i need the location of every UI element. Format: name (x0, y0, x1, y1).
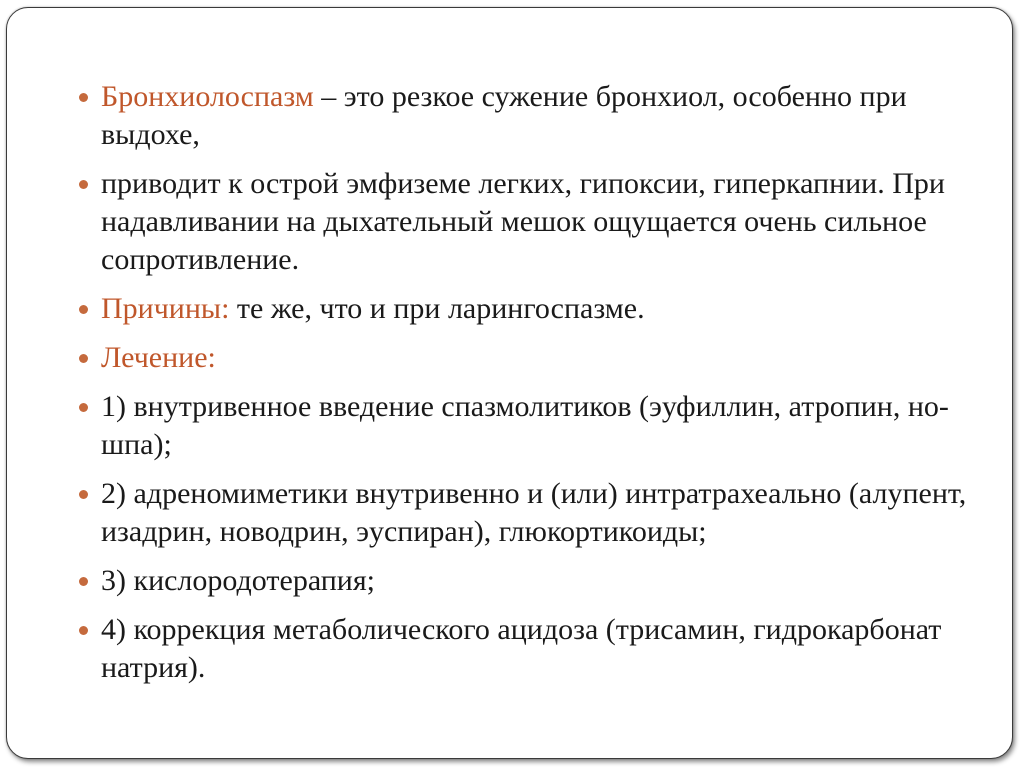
bullet-item-treatment-2 (101, 475, 981, 551)
bullet-item-treatment-3 (101, 562, 981, 600)
bullet-dot-icon (79, 403, 88, 412)
bullet-item-treatment (101, 339, 981, 377)
bullet-text: 1) внутривенное введение спазмолитиков (эуфиллин, атропин, но-шпа); (101, 390, 949, 461)
bullet-item-causes (101, 290, 981, 328)
bullet-dot-icon (79, 180, 88, 189)
bullet-text: – это резкое сужение бронхиол, особенно при выдохе, (101, 80, 907, 151)
bullet-dot-icon (79, 305, 88, 314)
slide-frame (6, 7, 1013, 759)
bullet-text: приводит к острой эмфиземе легких, гипоксии, гиперкапнии. При надавливании на дыхательный мешок ощущается очень сильное сопротивление. (101, 167, 945, 276)
bullet-dot-icon (79, 490, 88, 499)
bullet-dot-icon (79, 577, 88, 586)
bullet-item-bronchiolospasm (101, 78, 981, 154)
bullet-list (101, 78, 981, 698)
bullet-text: 4) коррекция метаболического ацидоза (трисамин, гидрокарбонат натрия). (101, 613, 942, 684)
bullet-dot-icon (79, 93, 88, 102)
bullet-text: 3) кислородотерапия; (101, 564, 375, 597)
bullet-dot-icon (79, 626, 88, 635)
bullet-item-consequences (101, 165, 981, 279)
bullet-item-treatment-4 (101, 611, 981, 687)
bullet-text: 2) адреномиметики внутривенно и (или) интратрахеально (алупент, изадрин, новодрин, эуспиран), глюкортикоиды; (101, 477, 967, 548)
term-label: Лечение: (101, 341, 216, 374)
term-label: Бронхиолоспазм (101, 80, 314, 113)
bullet-dot-icon (79, 354, 88, 363)
bullet-text: те же, что и при ларингоспазме. (229, 292, 645, 325)
bullet-item-treatment-1 (101, 388, 981, 464)
term-label: Причины: (101, 292, 230, 325)
